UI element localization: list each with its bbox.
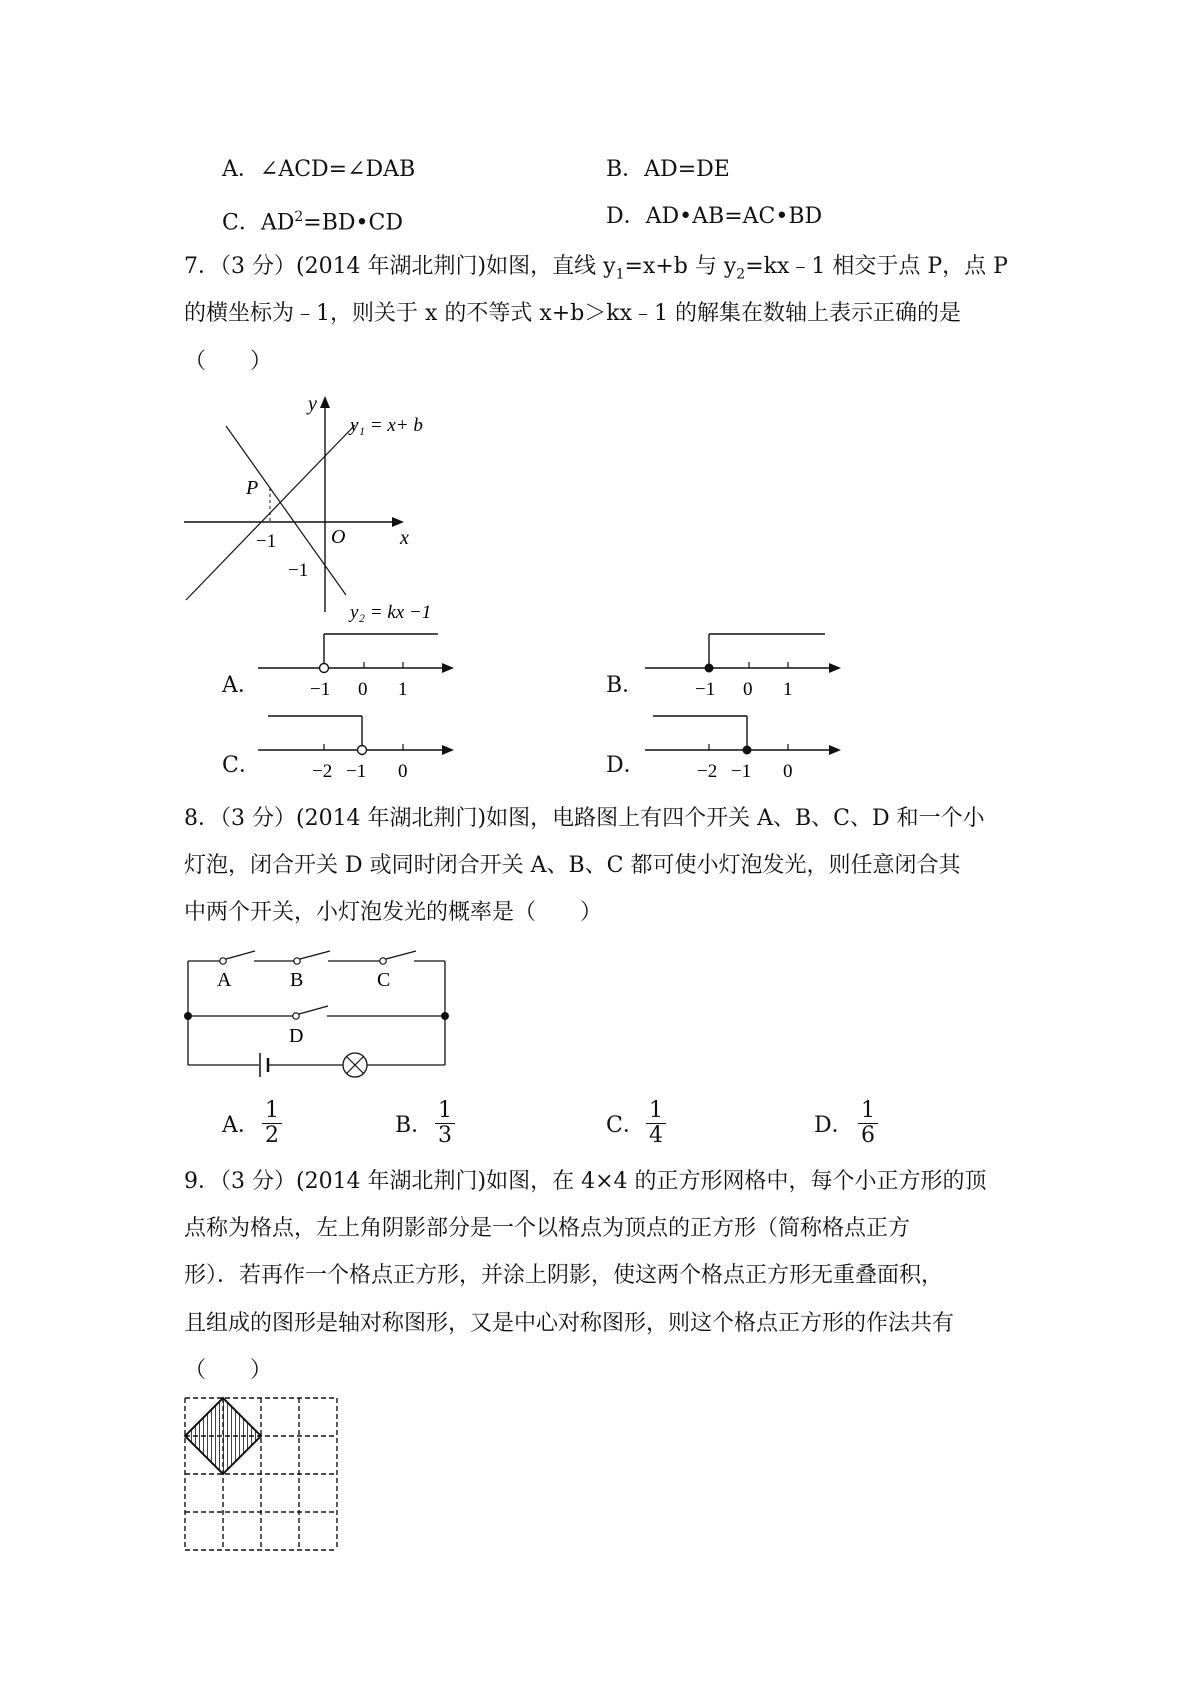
q8-option-c-fraction bbox=[646, 1099, 666, 1148]
q8-option-b-label: B． bbox=[395, 1113, 434, 1138]
q6-option-c-pre: C．AD bbox=[222, 210, 295, 236]
tick-label: 0 bbox=[358, 679, 368, 700]
switch-c-label: C bbox=[377, 969, 391, 991]
switch-b-label: B bbox=[290, 969, 304, 991]
q8-circuit-diagram bbox=[180, 948, 460, 1088]
q7-option-c-label: C． bbox=[222, 753, 261, 778]
q8-option-a-label: A． bbox=[222, 1113, 260, 1138]
fraction-denominator: 6 bbox=[861, 1123, 875, 1148]
q7-option-d-label: D． bbox=[606, 753, 646, 778]
open-dot bbox=[320, 664, 329, 673]
q6-option-a: A．∠ACD=∠DAB bbox=[222, 157, 416, 182]
q7-number-line-d bbox=[645, 712, 845, 787]
y-neg1-label: −1 bbox=[288, 560, 309, 581]
q8-option-d-label: D． bbox=[814, 1113, 854, 1138]
fraction-numerator: 1 bbox=[262, 1099, 282, 1124]
q6-option-c-post: =BD•CD bbox=[303, 210, 403, 236]
q8-line-2: 灯泡，闭合开关 D 或同时闭合开关 A、B、C 都可使小灯泡发光，则任意闭合其 bbox=[184, 853, 961, 878]
fraction-denominator: 3 bbox=[438, 1123, 452, 1148]
fraction-numerator: 1 bbox=[435, 1099, 455, 1124]
q8-option-d-fraction bbox=[858, 1099, 878, 1148]
q8-line-1: 8．（3 分）(2014 年湖北荆门)如图，电路图上有四个开关 A、B、C、D 和一个小 bbox=[184, 806, 985, 831]
q7-number-line-c bbox=[258, 712, 458, 787]
tick-label: −2 bbox=[312, 761, 333, 782]
q8-option-c-label: C． bbox=[606, 1113, 645, 1138]
q8-option-a-fraction bbox=[262, 1099, 282, 1148]
q9-line-2: 点称为格点，左上角阴影部分是一个以格点为顶点的正方形（简称格点正方 bbox=[184, 1216, 911, 1241]
switch-a-lever bbox=[226, 951, 255, 959]
q7-line-1b: =x+b 与 y bbox=[624, 254, 737, 279]
q7-sub-1: 1 bbox=[615, 266, 625, 283]
line-y1-label: y₁ = x+ b bbox=[350, 415, 423, 436]
q7-coordinate-graph bbox=[180, 390, 460, 630]
q7-number-line-b bbox=[645, 630, 845, 705]
shaded-square bbox=[185, 1398, 261, 1474]
q6-option-d: D．AD•AB=AC•BD bbox=[606, 204, 823, 229]
open-dot bbox=[358, 746, 367, 755]
tick-label: −1 bbox=[346, 761, 367, 782]
switch-d-lever bbox=[299, 1006, 328, 1014]
tick-label: −1 bbox=[731, 761, 752, 782]
q8-line-3: 中两个开关，小灯泡发光的概率是（ ） bbox=[184, 900, 603, 925]
q9-grid-figure bbox=[183, 1396, 343, 1556]
fraction-numerator: 1 bbox=[858, 1099, 878, 1124]
switch-d-label: D bbox=[289, 1025, 304, 1047]
q9-line-1: 9．（3 分）(2014 年湖北荆门)如图，在 4×4 的正方形网格中，每个小正方形的顶 bbox=[184, 1169, 987, 1194]
tick-label: −2 bbox=[697, 761, 718, 782]
fraction-denominator: 2 bbox=[265, 1123, 279, 1148]
line-y2-label: y₂ = kx −1 bbox=[350, 602, 432, 623]
switch-b-lever bbox=[300, 951, 330, 959]
tick-label: 0 bbox=[398, 761, 408, 782]
solid-dot bbox=[743, 746, 752, 755]
q7-number-line-a bbox=[258, 630, 458, 705]
line-y2 bbox=[226, 426, 346, 595]
q9-line-4: 且组成的图形是轴对称图形，又是中心对称图形，则这个格点正方形的作法共有 bbox=[184, 1311, 955, 1336]
q7-sub-2: 2 bbox=[736, 266, 746, 283]
point-p-label: P bbox=[246, 477, 259, 499]
tick-label: 1 bbox=[783, 679, 793, 700]
q7-line-1 bbox=[184, 253, 1008, 288]
q7-option-b-label: B． bbox=[606, 673, 645, 698]
tick-label: −1 bbox=[695, 679, 716, 700]
q7-line-1c: =kx﹣1 相交于点 P，点 P bbox=[745, 254, 1008, 279]
q6-option-c-sup: 2 bbox=[294, 209, 304, 225]
x-neg1-label: −1 bbox=[256, 531, 277, 552]
fraction-denominator: 4 bbox=[649, 1123, 663, 1148]
switch-a-label: A bbox=[217, 969, 232, 991]
q7-line-2: 的横坐标为﹣1，则关于 x 的不等式 x+b＞kx﹣1 的解集在数轴上表示正确的是 bbox=[184, 301, 962, 326]
tick-label: 1 bbox=[398, 679, 408, 700]
q6-option-c bbox=[222, 203, 403, 237]
fraction-numerator: 1 bbox=[646, 1099, 666, 1124]
x-axis-label: x bbox=[400, 527, 409, 549]
origin-label: O bbox=[331, 526, 346, 548]
y-axis-label: y bbox=[308, 393, 317, 415]
q9-line-3: 形）．若再作一个格点正方形，并涂上阴影，使这两个格点正方形无重叠面积， bbox=[184, 1263, 944, 1288]
q7-line-3: （ ） bbox=[184, 349, 273, 374]
q6-option-b: B．AD=DE bbox=[606, 157, 730, 182]
x-axis-arrow bbox=[392, 517, 404, 527]
tick-label: 0 bbox=[783, 761, 793, 782]
q7-option-a-label: A． bbox=[222, 673, 260, 698]
tick-label: 0 bbox=[743, 679, 753, 700]
q8-option-b-fraction bbox=[435, 1099, 455, 1148]
y-axis-arrow bbox=[320, 396, 330, 408]
tick-label: −1 bbox=[310, 679, 331, 700]
switch-c-lever bbox=[386, 951, 416, 959]
q7-line-1a: 7．（3 分）(2014 年湖北荆门)如图，直线 y bbox=[184, 254, 616, 279]
solid-dot bbox=[705, 664, 714, 673]
q9-line-5: （ ） bbox=[184, 1358, 273, 1383]
